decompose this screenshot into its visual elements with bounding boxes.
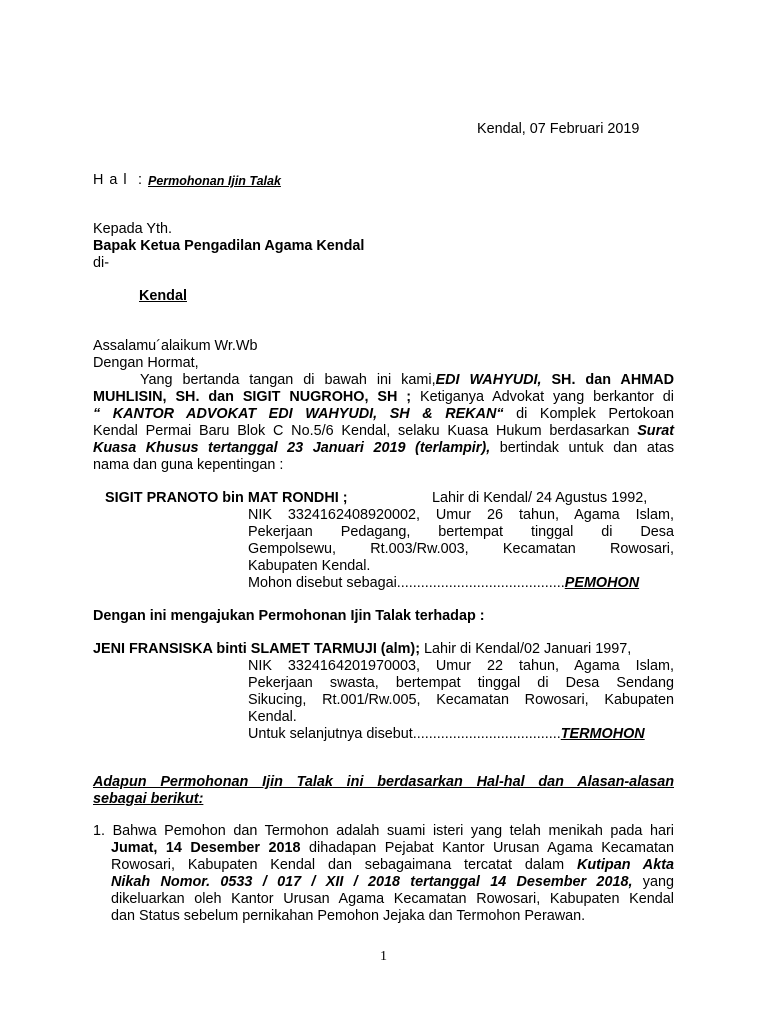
termohon-address: Sikucing, Rt.001/Rw.005, Kecamatan Rowosari, Kabupaten xyxy=(248,692,674,708)
termohon-regency: Kendal. xyxy=(248,709,297,725)
addressee-line-1: Kepada Yth. xyxy=(93,221,172,237)
subject-text: Permohonan Ijin Talak xyxy=(148,174,281,188)
intro-line-4: Kendal Permai Baru Blok C No.5/6 Kendal, selaku Kuasa Hukum berdasarkan Surat xyxy=(93,423,674,439)
subject-label: H a l xyxy=(93,172,128,188)
pemohon-nik: NIK 3324162408920002, Umur 26 tahun, Agama Islam, xyxy=(248,507,674,523)
intro-line-6: nama dan guna kepentingan : xyxy=(93,457,284,473)
intro-line-3: “ KANTOR ADVOKAT EDI WAHYUDI, SH & REKAN“ di Komplek Pertokoan xyxy=(93,406,674,422)
greeting-hormat: Dengan Hormat, xyxy=(93,355,199,371)
addressee-line-2: Bapak Ketua Pengadilan Agama Kendal xyxy=(93,238,365,254)
point-1-line-1: 1. Bahwa Pemohon dan Termohon adalah suami isteri yang telah menikah pada hari xyxy=(93,823,674,839)
point-1-line-2: Jumat, 14 Desember 2018 dihadapan Pejabat Kantor Urusan Agama Kecamatan xyxy=(111,840,674,856)
pemohon-regency: Kabupaten Kendal. xyxy=(248,558,371,574)
intro-line-2: MUHLISIN, SH. dan SIGIT NUGROHO, SH ; Ketiganya Advokat yang berkantor di xyxy=(93,389,674,405)
pemohon-designation: Mohon disebut sebagai..........................................PEMOHON xyxy=(248,575,640,591)
page-number: 1 xyxy=(380,949,387,964)
termohon-nik: NIK 3324164201970003, Umur 22 tahun, Agama Islam, xyxy=(248,658,674,674)
reasons-heading-2: sebagai berikut: xyxy=(93,791,204,807)
termohon-first-line: JENI FRANSISKA binti SLAMET TARMUJI (alm); Lahir di Kendal/02 Januari 1997, xyxy=(93,641,632,657)
termohon-designation: Untuk selanjutnya disebut.....................................TERMOHON xyxy=(248,726,645,742)
pemohon-name: SIGIT PRANOTO bin MAT RONDHI ; xyxy=(105,490,348,506)
reasons-heading-1: Adapun Permohonan Ijin Talak ini berdasarkan Hal-hal dan Alasan-alasan xyxy=(93,774,674,790)
pemohon-birth: Lahir di Kendal/ 24 Agustus 1992, xyxy=(432,490,648,506)
intro-line-1: Yang bertanda tangan di bawah ini kami,EDI WAHYUDI, SH. dan AHMAD xyxy=(140,372,674,388)
letter-date: Kendal, 07 Februari 2019 xyxy=(477,121,640,137)
greeting-salam: Assalamu´alaikum Wr.Wb xyxy=(93,338,258,354)
point-1-line-3: Rowosari, Kabupaten Kendal dan sebagaimana tercatat dalam Kutipan Akta xyxy=(111,857,674,873)
addressee-line-3: di- xyxy=(93,255,109,271)
pemohon-address: Gempolsewu, Rt.003/Rw.003, Kecamatan Rowosari, xyxy=(248,541,674,557)
request-statement: Dengan ini mengajukan Permohonan Ijin Talak terhadap : xyxy=(93,608,485,624)
addressee-city: Kendal xyxy=(139,288,187,304)
pemohon-job: Pekerjaan Pedagang, bertempat tinggal di Desa xyxy=(248,524,674,540)
point-1-line-6: dan Status sebelum pernikahan Pemohon Jejaka dan Termohon Perawan. xyxy=(111,908,586,924)
point-1-line-5: dikeluarkan oleh Kantor Urusan Agama Kecamatan Rowosari, Kabupaten Kendal xyxy=(111,891,674,907)
intro-line-5: Kuasa Khusus tertanggal 23 Januari 2019 (terlampir), bertindak untuk dan atas xyxy=(93,440,675,456)
point-1-line-4: Nikah Nomor. 0533 / 017 / XII / 2018 tertanggal 14 Desember 2018, yang xyxy=(111,874,674,890)
termohon-job: Pekerjaan swasta, bertempat tinggal di Desa Sendang xyxy=(248,675,674,691)
subject-colon: : xyxy=(138,172,142,188)
